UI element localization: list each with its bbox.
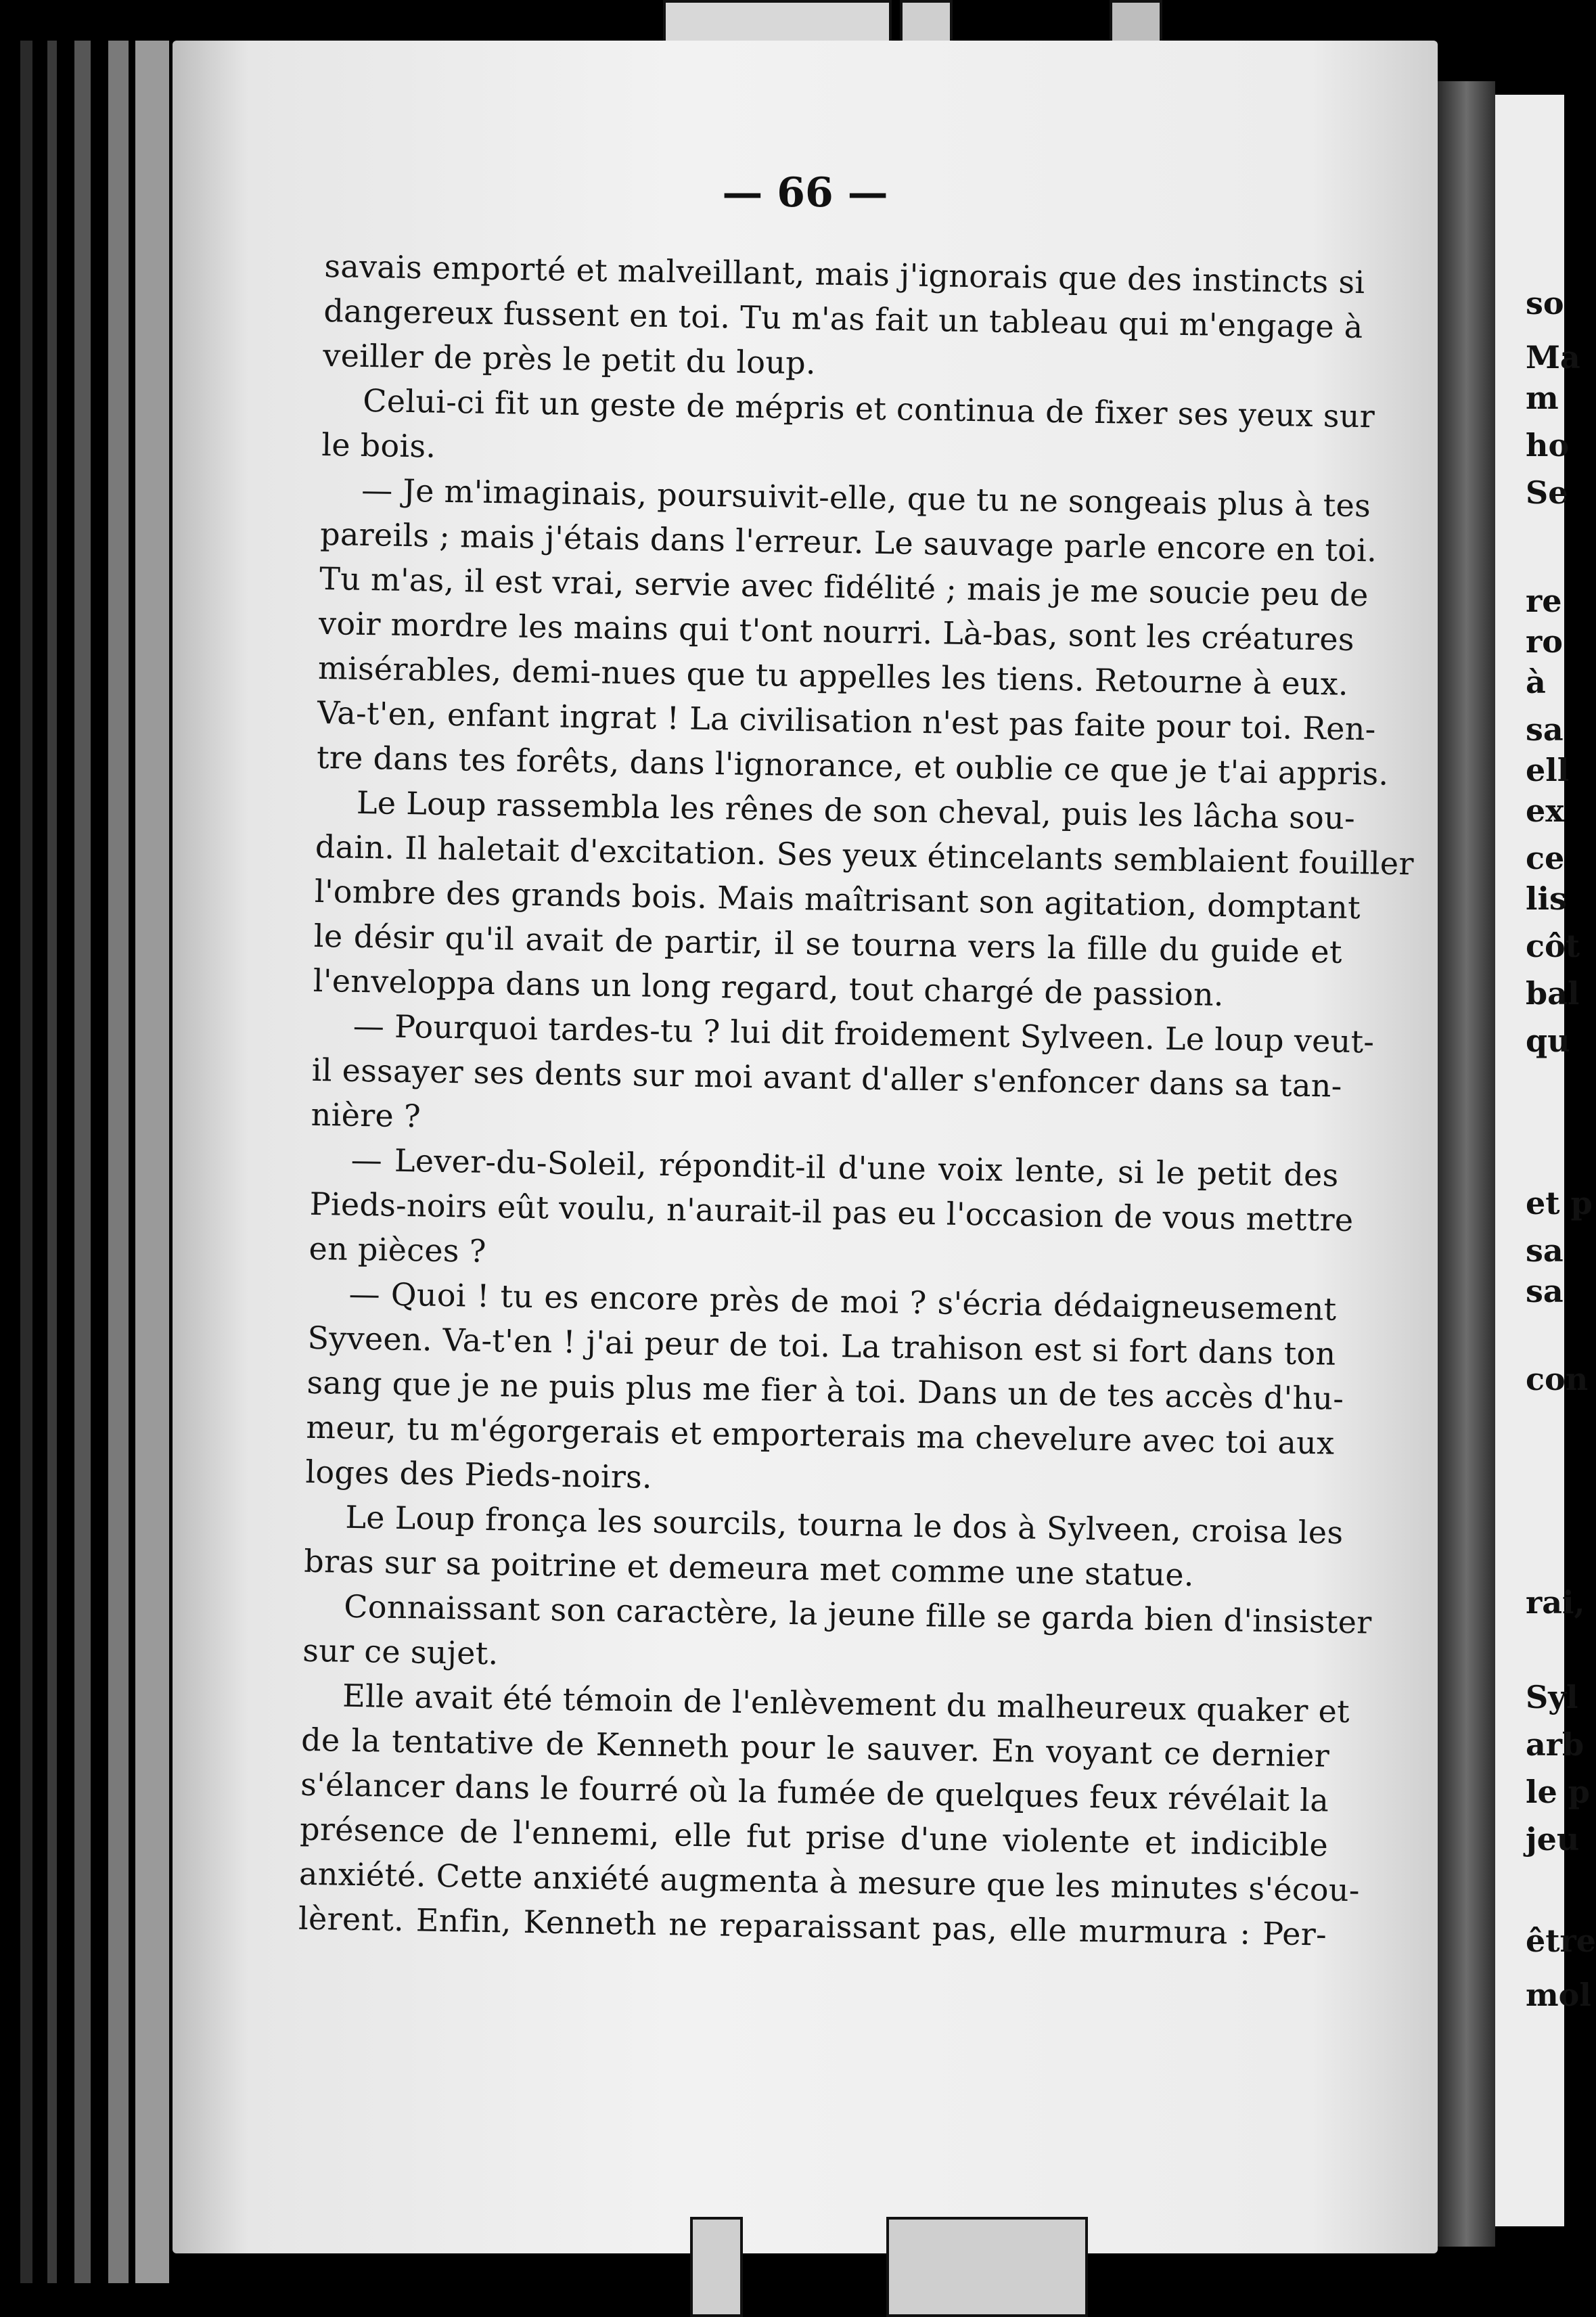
facing-page-fragment: con	[1526, 1361, 1589, 1397]
facing-page-fragment: le p	[1526, 1774, 1590, 1810]
text-line: Elle avait été témoin de l'enlèvement du malheureux quaker et	[342, 1677, 1350, 1730]
text-line: en pièces ?	[309, 1230, 487, 1269]
facing-page-fragment: à	[1526, 664, 1546, 700]
text-line: Le Loup rassembla les rênes de son cheval, puis les lâcha sou-	[356, 784, 1356, 837]
page-edge	[47, 41, 57, 2283]
facing-page-fragment: rai,	[1526, 1584, 1585, 1621]
facing-page-fragment: m	[1526, 380, 1559, 416]
text-line: bras sur sa poitrine et demeura met comme une statue.	[303, 1542, 1195, 1594]
page-edge	[20, 41, 32, 2283]
text-line: sur ce sujet.	[302, 1632, 499, 1672]
text-line: voir mordre les mains qui t'ont nourri. Là-bas, sont les créatures	[318, 604, 1355, 658]
facing-page-fragment: sa	[1526, 1273, 1564, 1309]
text-line: dain. Il haletait d'excitation. Ses yeux étincelants semblaient fouiller	[315, 828, 1415, 882]
facing-page-fragment: qu	[1526, 1022, 1570, 1059]
text-line: de la tentative de Kenneth pour le sauver. En voyant ce dernier	[300, 1721, 1330, 1774]
book-page	[173, 41, 1438, 2253]
bottom-tab	[690, 2217, 743, 2317]
text-line: loges des Pieds-noirs.	[305, 1453, 653, 1495]
text-line: misérables, demi-nues que tu appelles les tiens. Retourne à eux.	[317, 649, 1349, 702]
facing-page-fragment: Syl	[1526, 1679, 1578, 1715]
text-line: anxiété. Cette anxiété augmenta à mesure que les minutes s'écou-	[298, 1855, 1361, 1909]
text-line: Syveen. Va-t'en ! j'ai peur de toi. La trahison est si fort dans ton	[307, 1319, 1336, 1372]
text-line: lèrent. Enfin, Kenneth ne reparaissant pas, elle murmura : Per-	[298, 1899, 1327, 1953]
text-line: savais emporté et malveillant, mais j'ignorais que des instincts si	[324, 247, 1365, 301]
facing-page-fragment: côt	[1526, 928, 1580, 964]
text-line: le désir qu'il avait de partir, il se tourna vers la fille du guide et	[313, 917, 1343, 970]
facing-page-fragment: Ma	[1526, 339, 1580, 376]
body-text	[298, 244, 1415, 1957]
facing-page-fragment: ell	[1526, 752, 1570, 788]
facing-page-fragment: ce	[1526, 840, 1565, 876]
text-line: présence de l'ennemi, elle fut prise d'une violente et indicible	[299, 1810, 1329, 1864]
facing-page	[1495, 95, 1596, 2226]
text-line: l'ombre des grands bois. Mais maîtrisant son agitation, domptant	[314, 872, 1361, 926]
text-line: dangereux fussent en toi. Tu m'as fait un tableau qui m'engage à	[323, 292, 1363, 346]
facing-page-fragment: so	[1526, 285, 1564, 321]
facing-page-fragment: ex	[1526, 792, 1564, 829]
facing-page-fragment: Se	[1526, 474, 1568, 511]
facing-page-fragment: arb	[1526, 1726, 1584, 1763]
text-line: sang que je ne puis plus me fier à toi. Dans un de tes accès d'hu-	[306, 1364, 1344, 1417]
facing-page-fragment: et p	[1526, 1185, 1593, 1221]
text-line: nière ?	[311, 1096, 421, 1135]
text-line: veiller de près le petit du loup.	[322, 336, 817, 382]
text-line: pareils ; mais j'étais dans l'erreur. Le sauvage parle encore en toi.	[319, 515, 1377, 569]
text-line: Va-t'en, enfant ingrat ! La civilisation n'est pas faite pour toi. Ren-	[317, 694, 1376, 748]
text-line: Connaissant son caractère, la jeune fille se garda bien d'insister	[343, 1588, 1372, 1641]
page-number: — 66 —	[722, 169, 888, 217]
text-line: Le Loup fronça les sourcils, tourna le dos à Sylveen, croisa les	[345, 1498, 1344, 1551]
text-line: — Pourquoi tardes-tu ? lui dit froidement Sylveen. Le loup veut-	[352, 1007, 1375, 1060]
bottom-tab	[886, 2217, 1088, 2317]
page-edge	[108, 41, 129, 2283]
text-line: — Lever-du-Soleil, répondit-il d'une voix lente, si le petit des	[350, 1141, 1339, 1194]
facing-page-fragment: sa	[1526, 711, 1564, 748]
text-line: meur, tu m'égorgerais et emporterais ma chevelure avec toi aux	[306, 1408, 1335, 1462]
facing-page-fragment: ho	[1526, 427, 1570, 464]
page-edge	[74, 41, 91, 2283]
facing-page-fragment: sa	[1526, 1232, 1564, 1269]
facing-page-fragment: être	[1526, 1922, 1596, 1959]
text-line: s'élancer dans le fourré où la fumée de quelques feux révélait la	[300, 1765, 1329, 1819]
facing-page-fragment: mol	[1526, 1977, 1591, 2013]
text-line: le bois.	[321, 426, 436, 465]
book-gutter	[1438, 81, 1495, 2247]
text-line: — Quoi ! tu es encore près de moi ? s'écria dédaigneusement	[348, 1275, 1337, 1328]
text-line: — Je m'imaginais, poursuivit-elle, que tu ne songeais plus à tes	[361, 471, 1371, 524]
page-edge	[135, 41, 169, 2283]
facing-page-fragment: bal	[1526, 975, 1580, 1012]
text-line: Tu m'as, il est vrai, servie avec fidélité ; mais je me soucie peu de	[319, 560, 1369, 614]
facing-page-fragment: lis	[1526, 880, 1567, 917]
text-line: tre dans tes forêts, dans l'ignorance, et oublie ce que je t'ai appris.	[316, 738, 1389, 792]
text-line: Pieds-noirs eût voulu, n'aurait-il pas eu l'occasion de vous mettre	[309, 1185, 1354, 1239]
text-line: l'enveloppa dans un long regard, tout chargé de passion.	[313, 962, 1225, 1014]
facing-page-fragment: ro	[1526, 623, 1563, 660]
text-line: il essayer ses dents sur moi avant d'aller s'enfoncer dans sa tan-	[311, 1051, 1342, 1104]
text-line: Celui-ci fit un geste de mépris et continua de fixer ses yeux sur	[362, 382, 1375, 435]
facing-page-fragment: re	[1526, 583, 1562, 619]
facing-page-fragment: jeu	[1526, 1821, 1580, 1858]
